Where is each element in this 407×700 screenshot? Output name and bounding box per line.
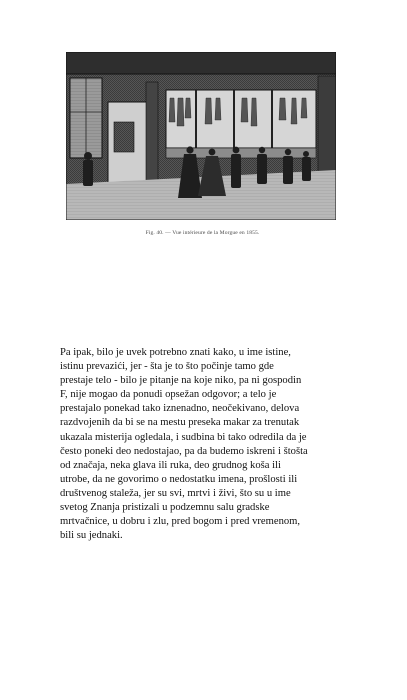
text-line: prestaje telo - bilo je pitanje na koje niko, pa ni gospodin [60,375,302,387]
text-line: često poneki deo nedostajao, pa da budemo iskreni i štošta [60,445,308,457]
engraving-illustration [66,52,336,220]
text-line: Pa ipak, bilo je uvek potrebno znati kako, u ime istine, [60,347,291,358]
figure-caption: Fig. 40. — Vue intérieure de la Morgue en 1855. [145,230,260,236]
text-line: istinu prevazići, jer - šta je to što počinje tamo gde [60,361,274,373]
text-line: prestajalo ponekad tako iznenadno, neočekivano, delova [60,403,300,415]
morgue-interior-engraving [66,52,336,220]
text-line: F, nije mogao da ponudi opsežan odgovor; a telo je [60,389,277,401]
body-paragraph [60,346,360,543]
text-line: od značaja, neka glava ili ruka, deo grudnog koša ili [60,459,281,471]
text-line: svetog Znanja pristizali u podzemnu salu gradske [60,502,270,514]
text-line: razdvojenih da bi se na mestu preseka makar za trenutak [60,417,300,429]
text-line: ukazala misterija ogledala, i sudbina bi tako odredila da je [60,431,307,443]
text-line: mrtvačnice, u dobru i zlu, pred bogom i pred vremenom, [60,516,301,528]
text-line: društvenog staleža, jer su svi, mrtvi i živi, što su u ime [60,487,291,499]
text-line: utrobe, da ne govorimo o nedostatku imena, prošlosti ili [60,473,298,485]
text-line: bili su jednaki. [60,530,123,542]
